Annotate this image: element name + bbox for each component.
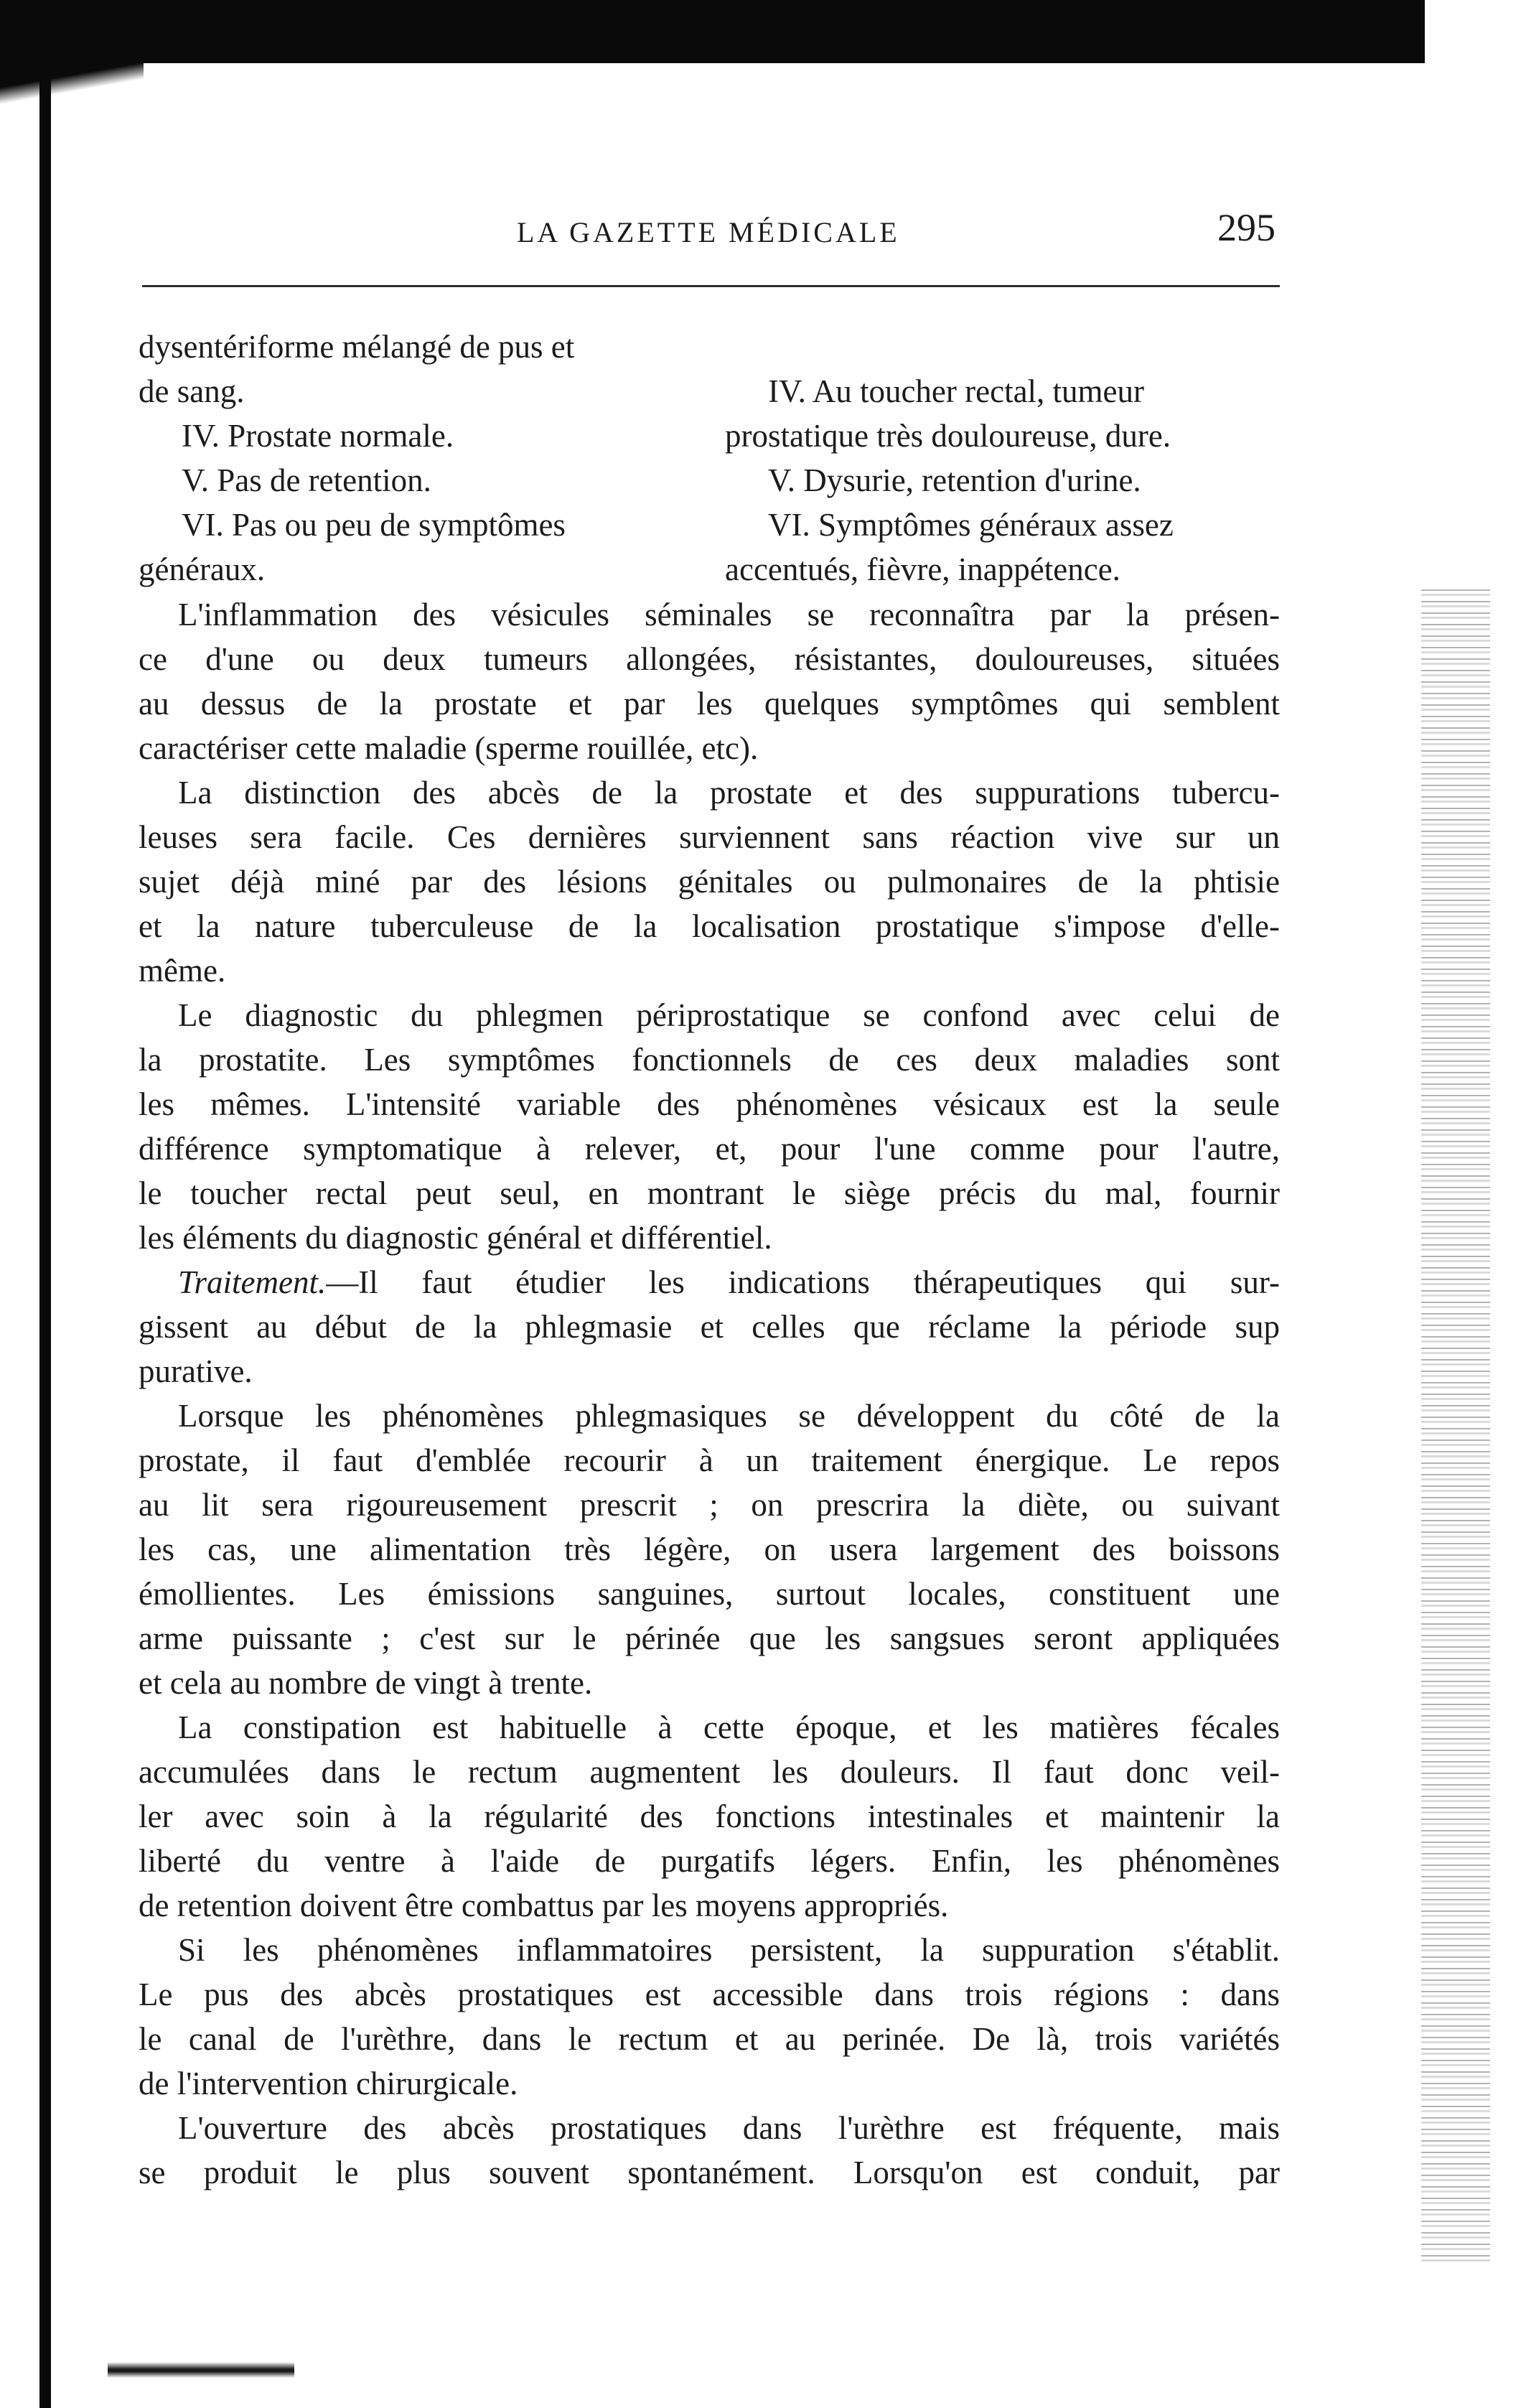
text-line: sujet déjà miné par des lésions génitales ou pulmonaires de la phtisie [139,864,1280,900]
scan-bottom-mark [108,2362,294,2378]
text-line: Le diagnostic du phlegmen périprostatique se confond avec celui de [178,997,1280,1033]
text-line: le canal de l'urèthre, dans le rectum et au perinée. De là, trois variétés [139,2021,1280,2057]
comparison-line: V. Dysurie, retention d'urine. [768,462,1141,498]
text-line: et cela au nombre de vingt à trente. [139,1665,593,1701]
comparison-line: prostatique très douloureuse, dure. [725,418,1171,454]
text-line: les cas, une alimentation très légère, on usera largement des boissons [139,1531,1280,1567]
running-title: LA GAZETTE MÉDICALE [517,216,900,248]
text-line: de l'intervention chirurgicale. [139,2066,518,2101]
text-line: accumulées dans le rectum augmentent les douleurs. Il faut donc veil- [139,1754,1280,1790]
text-line [139,1260,1280,1305]
text-line: ce d'une ou deux tumeurs allongées, résistantes, douloureuses, situées [139,641,1280,677]
text-line: le toucher rectal peut seul, en montrant le siège précis du mal, fournir [139,1175,1280,1211]
comparison-line: VI. Pas ou peu de symptômes [182,507,566,543]
text-line: gissent au début de la phlegmasie et celles que réclame la période sup [139,1309,1280,1345]
text-line: et la nature tuberculeuse de la localisation prostatique s'impose d'elle- [139,908,1280,944]
comparison-line: IV. Au toucher rectal, tumeur [768,373,1145,409]
text-line: la prostatite. Les symptômes fonctionnels de ces deux maladies sont [139,1042,1280,1078]
text-line: Si les phénomènes inflammatoires persistent, la suppuration s'établit. [178,1932,1280,1968]
comparison-line: VI. Symptômes généraux assez [768,507,1174,543]
text-line: se produit le plus souvent spontanément. Lorsqu'on est conduit, par [139,2155,1280,2190]
paragraph [139,770,1280,993]
page-number: 295 [1217,206,1275,249]
comparison-left-column [139,325,691,592]
text-line: Lorsque les phénomènes phlegmasiques se développent du côté de la [178,1398,1280,1434]
scan-border-top [0,0,1425,63]
text-line: L'ouverture des abcès prostatiques dans l'urèthre est fréquente, mais [178,2110,1280,2146]
text-line: La distinction des abcès de la prostate et des suppurations tubercu- [178,775,1280,811]
paragraph [139,2106,1280,2195]
section-label: Traitement. [178,1264,327,1300]
text-line: liberté du ventre à l'aide de purgatifs légers. Enfin, les phénomènes [139,1843,1280,1879]
text-line: au lit sera rigoureusement prescrit ; on prescrira la diète, ou suivant [139,1487,1280,1523]
paragraph [139,1928,1280,2106]
comparison-line: généraux. [139,551,266,587]
paragraph [139,993,1280,1260]
paragraph [139,592,1280,770]
paragraph [139,1394,1280,1705]
text-run: —Il faut étudier les indications thérapeutiques qui sur- [326,1264,1280,1300]
text-line: même. [139,953,226,989]
header-rule [142,285,1280,287]
text-line: leuses sera facile. Ces dernières surviennent sans réaction vive sur un [139,819,1280,855]
paragraph [139,1705,1280,1928]
comparison-line: de sang. [139,373,245,409]
text-line: L'inflammation des vésicules séminales se reconnaîtra par la présen- [178,597,1280,633]
comparison-right-column [725,369,1278,592]
text-line: arme puissante ; c'est sur le périnée que les sangsues seront appliquées [139,1620,1280,1656]
text-line: les éléments du diagnostic général et différentiel. [139,1220,772,1256]
scan-corner-shadow [0,57,144,108]
text-line: différence symptomatique à relever, et, pour l'une comme pour l'autre, [139,1131,1280,1167]
text-line: ler avec soin à la régularité des fonctions intestinales et maintenir la [139,1798,1280,1834]
comparison-line: dysentériforme mélangé de pus et [139,329,575,365]
text-line: de retention doivent être combattus par les moyens appropriés. [139,1887,949,1923]
text-line: émollientes. Les émissions sanguines, surtout locales, constituent une [139,1576,1280,1612]
comparison-line: IV. Prostate normale. [182,418,454,454]
scan-page-edge-texture [1421,589,1490,2262]
comparison-line: V. Pas de retention. [182,462,431,498]
scan-border-left [39,57,51,2408]
text-line: caractériser cette maladie (sperme rouillée, etc). [139,730,759,766]
text-line: purative. [139,1353,253,1389]
paragraph [139,1260,1280,1394]
comparison-line: accentués, fièvre, inappétence. [725,551,1120,587]
text-line: Le pus des abcès prostatiques est accessible dans trois régions : dans [139,1977,1280,2012]
text-line: au dessus de la prostate et par les quelques symptômes qui semblent [139,686,1280,722]
body-text [139,592,1280,2195]
text-line: prostate, il faut d'emblée recourir à un traitement énergique. Le repos [139,1442,1280,1478]
text-line: La constipation est habituelle à cette époque, et les matières fécales [178,1709,1280,1745]
text-line: les mêmes. L'intensité variable des phénomènes vésicaux est la seule [139,1086,1280,1122]
